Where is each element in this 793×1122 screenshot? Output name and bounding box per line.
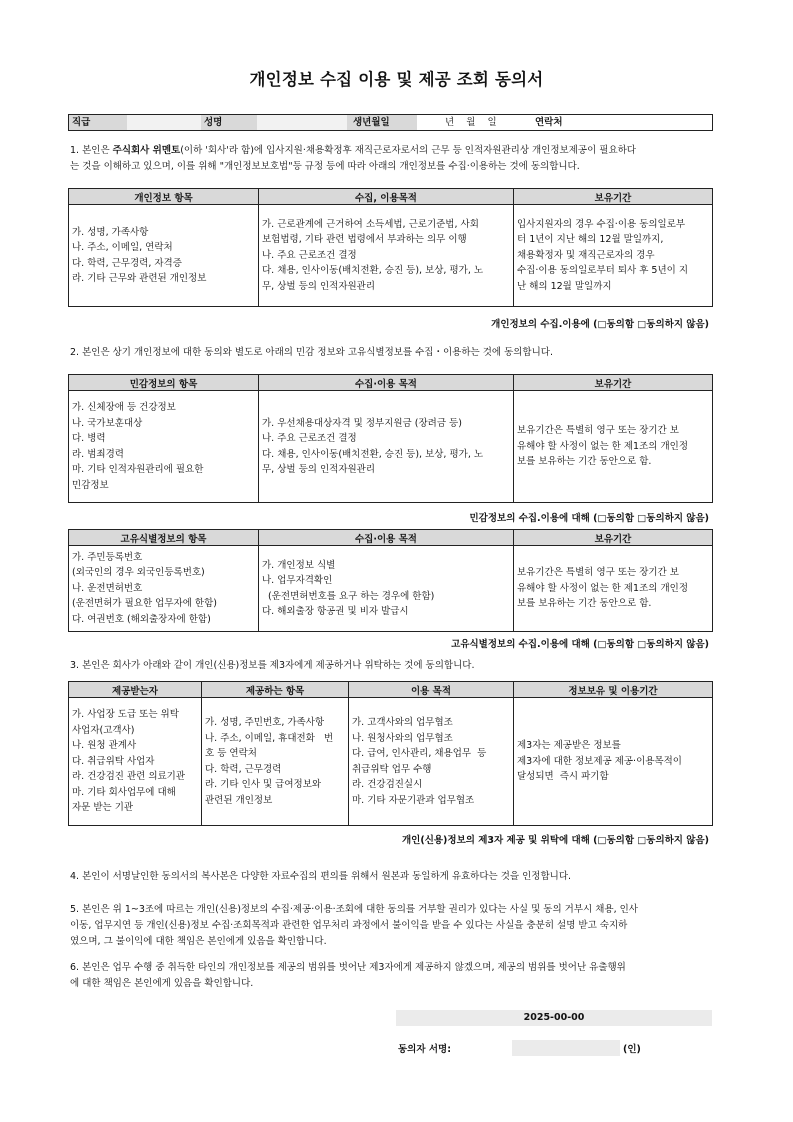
signature-label: 동의자 서명: — [398, 1044, 451, 1055]
retention-cell: 제3자는 제공받은 정보를 제3자에 대한 정보제공 제공·이용목적이 달성되면 즉시 파기함 — [514, 698, 713, 826]
personal-info-table — [68, 188, 713, 307]
retention-cell: 보유기간은 특별히 영구 또는 장기간 보 유해야 할 사정이 없는 한 제1조의 개인정 보를 보유하는 기간 동안으로 함. — [514, 546, 713, 632]
section2-intro: 2. 본인은 상기 개인정보에 대한 동의와 별도로 아래의 민감 정보와 고유식별정보를 수집・이용하는 것에 동의합니다. — [70, 347, 553, 358]
third-party-consent[interactable]: 개인(신용)정보의 제3자 제공 및 위탁에 대해 (□동의함 □동의하지 않음) — [402, 835, 709, 846]
table-header: 보유기간 — [514, 375, 713, 391]
sensitive-info-consent[interactable]: 민감정보의 수집.이용에 대해 (□동의함 □동의하지 않음) — [469, 513, 709, 524]
page-title: 개인정보 수집 이용 및 제공 조회 동의서 — [249, 70, 544, 89]
sensitive-info-table — [68, 374, 713, 503]
retention-cell: 입사지원자의 경우 수집·이용 동의일로부 터 1년이 지난 해의 12월 말일까지, 채용확정자 및 재직근로자의 경우 수집·이용 동의일로부터 퇴사 후 5년이 지 난 해의 12월 말일까지 — [514, 205, 713, 307]
position-label: 직급 — [69, 115, 127, 130]
unique-id-consent[interactable]: 고유식별정보의 수집.이용에 대해 (□동의함 □동의하지 않음) — [451, 639, 709, 650]
table-header: 이용 목적 — [349, 682, 514, 698]
retention-cell: 보유기간은 특별히 영구 또는 장기간 보 유해야 할 사정이 없는 한 제1조의 개인정 보를 보유하는 기간 동안으로 함. — [514, 391, 713, 503]
applicant-info-row — [68, 114, 713, 131]
table-header: 민감정보의 항목 — [69, 375, 259, 391]
table-header: 보유기간 — [514, 530, 713, 546]
birthdate-field[interactable]: 년 월 일 — [445, 117, 497, 128]
seal-label: (인) — [623, 1044, 641, 1055]
section6-text: 6. 본인은 업무 수행 중 취득한 타인의 개인정보를 제공의 범위를 벗어난 제3자에게 제공하지 않겠으며, 제공의 범위를 벗어난 유출행위 에 대한 책임은 본인에게 있음을 확인합니다. — [70, 962, 626, 989]
position-field[interactable] — [127, 115, 201, 130]
name-field[interactable] — [257, 115, 347, 130]
section1-intro: 1. 본인은 주식회사 위멘토(이하 '회사'라 함)에 입사지원·채용확정후 재직근로자로서의 근무 등 인적자원관리상 개인정보제공이 필요하다 는 것을 이해하고 있으며, 이를 위해 "개인정보보호법"등 규정 등에 따라 아래의 개인정보를 수집·이용하는 것에 동의합니다. — [70, 145, 636, 172]
table-header: 정보보유 및 이용기간 — [514, 682, 713, 698]
items-cell: 가. 성명, 주민번호, 가족사항 나. 주소, 이메일, 휴대전화 번 호 등 연락처 다. 학력, 근무경력 라. 기타 인사 및 급여정보와 관련된 개인정보 — [202, 698, 349, 826]
table-header: 고유식별정보의 항목 — [69, 530, 259, 546]
items-cell: 가. 성명, 가족사항 나. 주소, 이메일, 연락처 다. 학력, 근무경력, 자격증 라. 기타 근무와 관련된 개인정보 — [69, 205, 259, 307]
date-field[interactable]: 2025-00-00 — [396, 1010, 712, 1026]
purpose-cell: 가. 우선채용대상자격 및 정부지원금 (장려금 등) 나. 주요 근로조건 결정 다. 채용, 인사이동(배치전환, 승진 등), 보상, 평가, 노 무, 상벌 등의 인적자원관리 — [259, 391, 514, 503]
table-header: 개인정보 항목 — [69, 189, 259, 205]
purpose-cell: 가. 고객사와의 업무협조 나. 원청사와의 업무협조 다. 급여, 인사관리, 채용업무 등 취급위탁 업무 수행 라. 건강검진실시 마. 기타 자문기관과 업무협조 — [349, 698, 514, 826]
third-party-table — [68, 681, 713, 826]
table-header: 수집·이용 목적 — [259, 530, 514, 546]
signature-field[interactable] — [512, 1040, 620, 1056]
table-header: 제공받는자 — [69, 682, 202, 698]
table-header: 보유기간 — [514, 189, 713, 205]
contact-label: 연락처 — [532, 115, 580, 130]
table-header: 제공하는 항목 — [202, 682, 349, 698]
items-cell: 가. 주민등록번호 (외국인의 경우 외국인등록번호) 나. 운전면허번호 (운전면허가 필요한 업무자에 한함) 다. 여권번호 (해외출장자에 한함) — [69, 546, 259, 632]
company-name: 주식회사 위멘토 — [112, 145, 181, 156]
table-header: 수집, 이용목적 — [259, 189, 514, 205]
purpose-cell: 가. 개인정보 식별 나. 업무자격확인 (운전면허번호를 요구 하는 경우에 한함) 다. 해외출장 항공권 및 비자 발급시 — [259, 546, 514, 632]
contact-field[interactable] — [580, 115, 712, 130]
table-header: 수집·이용 목적 — [259, 375, 514, 391]
birthdate-label: 생년월일 — [347, 115, 417, 130]
section3-intro: 3. 본인은 회사가 아래와 같이 개인(신용)정보를 제3자에게 제공하거나 위탁하는 것에 동의합니다. — [70, 660, 475, 671]
recipients-cell: 가. 사업장 도급 또는 위탁 사업자(고객사) 나. 원청 관계사 다. 취급위탁 사업자 라. 건강검진 관련 의료기관 마. 기타 회사업무에 대해 자문 받는 기관 — [69, 698, 202, 826]
items-cell: 가. 신체장애 등 건강정보 나. 국가보훈대상 다. 병력 라. 범죄경력 마. 기타 인적자원관리에 필요한 민감정보 — [69, 391, 259, 503]
personal-info-consent[interactable]: 개인정보의 수집.이용에 (□동의함 □동의하지 않음) — [491, 319, 709, 330]
unique-id-table — [68, 529, 713, 632]
purpose-cell: 가. 근로관계에 근거하여 소득세법, 근로기준법, 사회 보험법령, 기타 관련 법령에서 부과하는 의무 이행 나. 주요 근로조건 결정 다. 채용, 인사이동(배치전환, 승진 등), 보상, 평가, 노 무, 상벌 등의 인적자원관리 — [259, 205, 514, 307]
section5-text: 5. 본인은 위 1~3조에 따르는 개인(신용)정보의 수집·제공·이용·조회에 대한 동의를 거부할 권리가 있다는 사실 및 동의 거부시 채용, 인사 이동, 업무지연 등 개인(신용)정보 수집·조회목적과 관련한 업무처리 과정에서 불이익을 받을 수 있다는 사실을 충분히 설명 받고 숙지하 였으며, 그 불이익에 대한 책임은 본인에게 있음을 확인합니다. — [70, 904, 638, 947]
section4-text: 4. 본인이 서명날인한 동의서의 복사본은 다양한 자료수집의 편의를 위해서 원본과 동일하게 유효하다는 것을 인정합니다. — [70, 871, 572, 882]
name-label: 성명 — [201, 115, 257, 130]
